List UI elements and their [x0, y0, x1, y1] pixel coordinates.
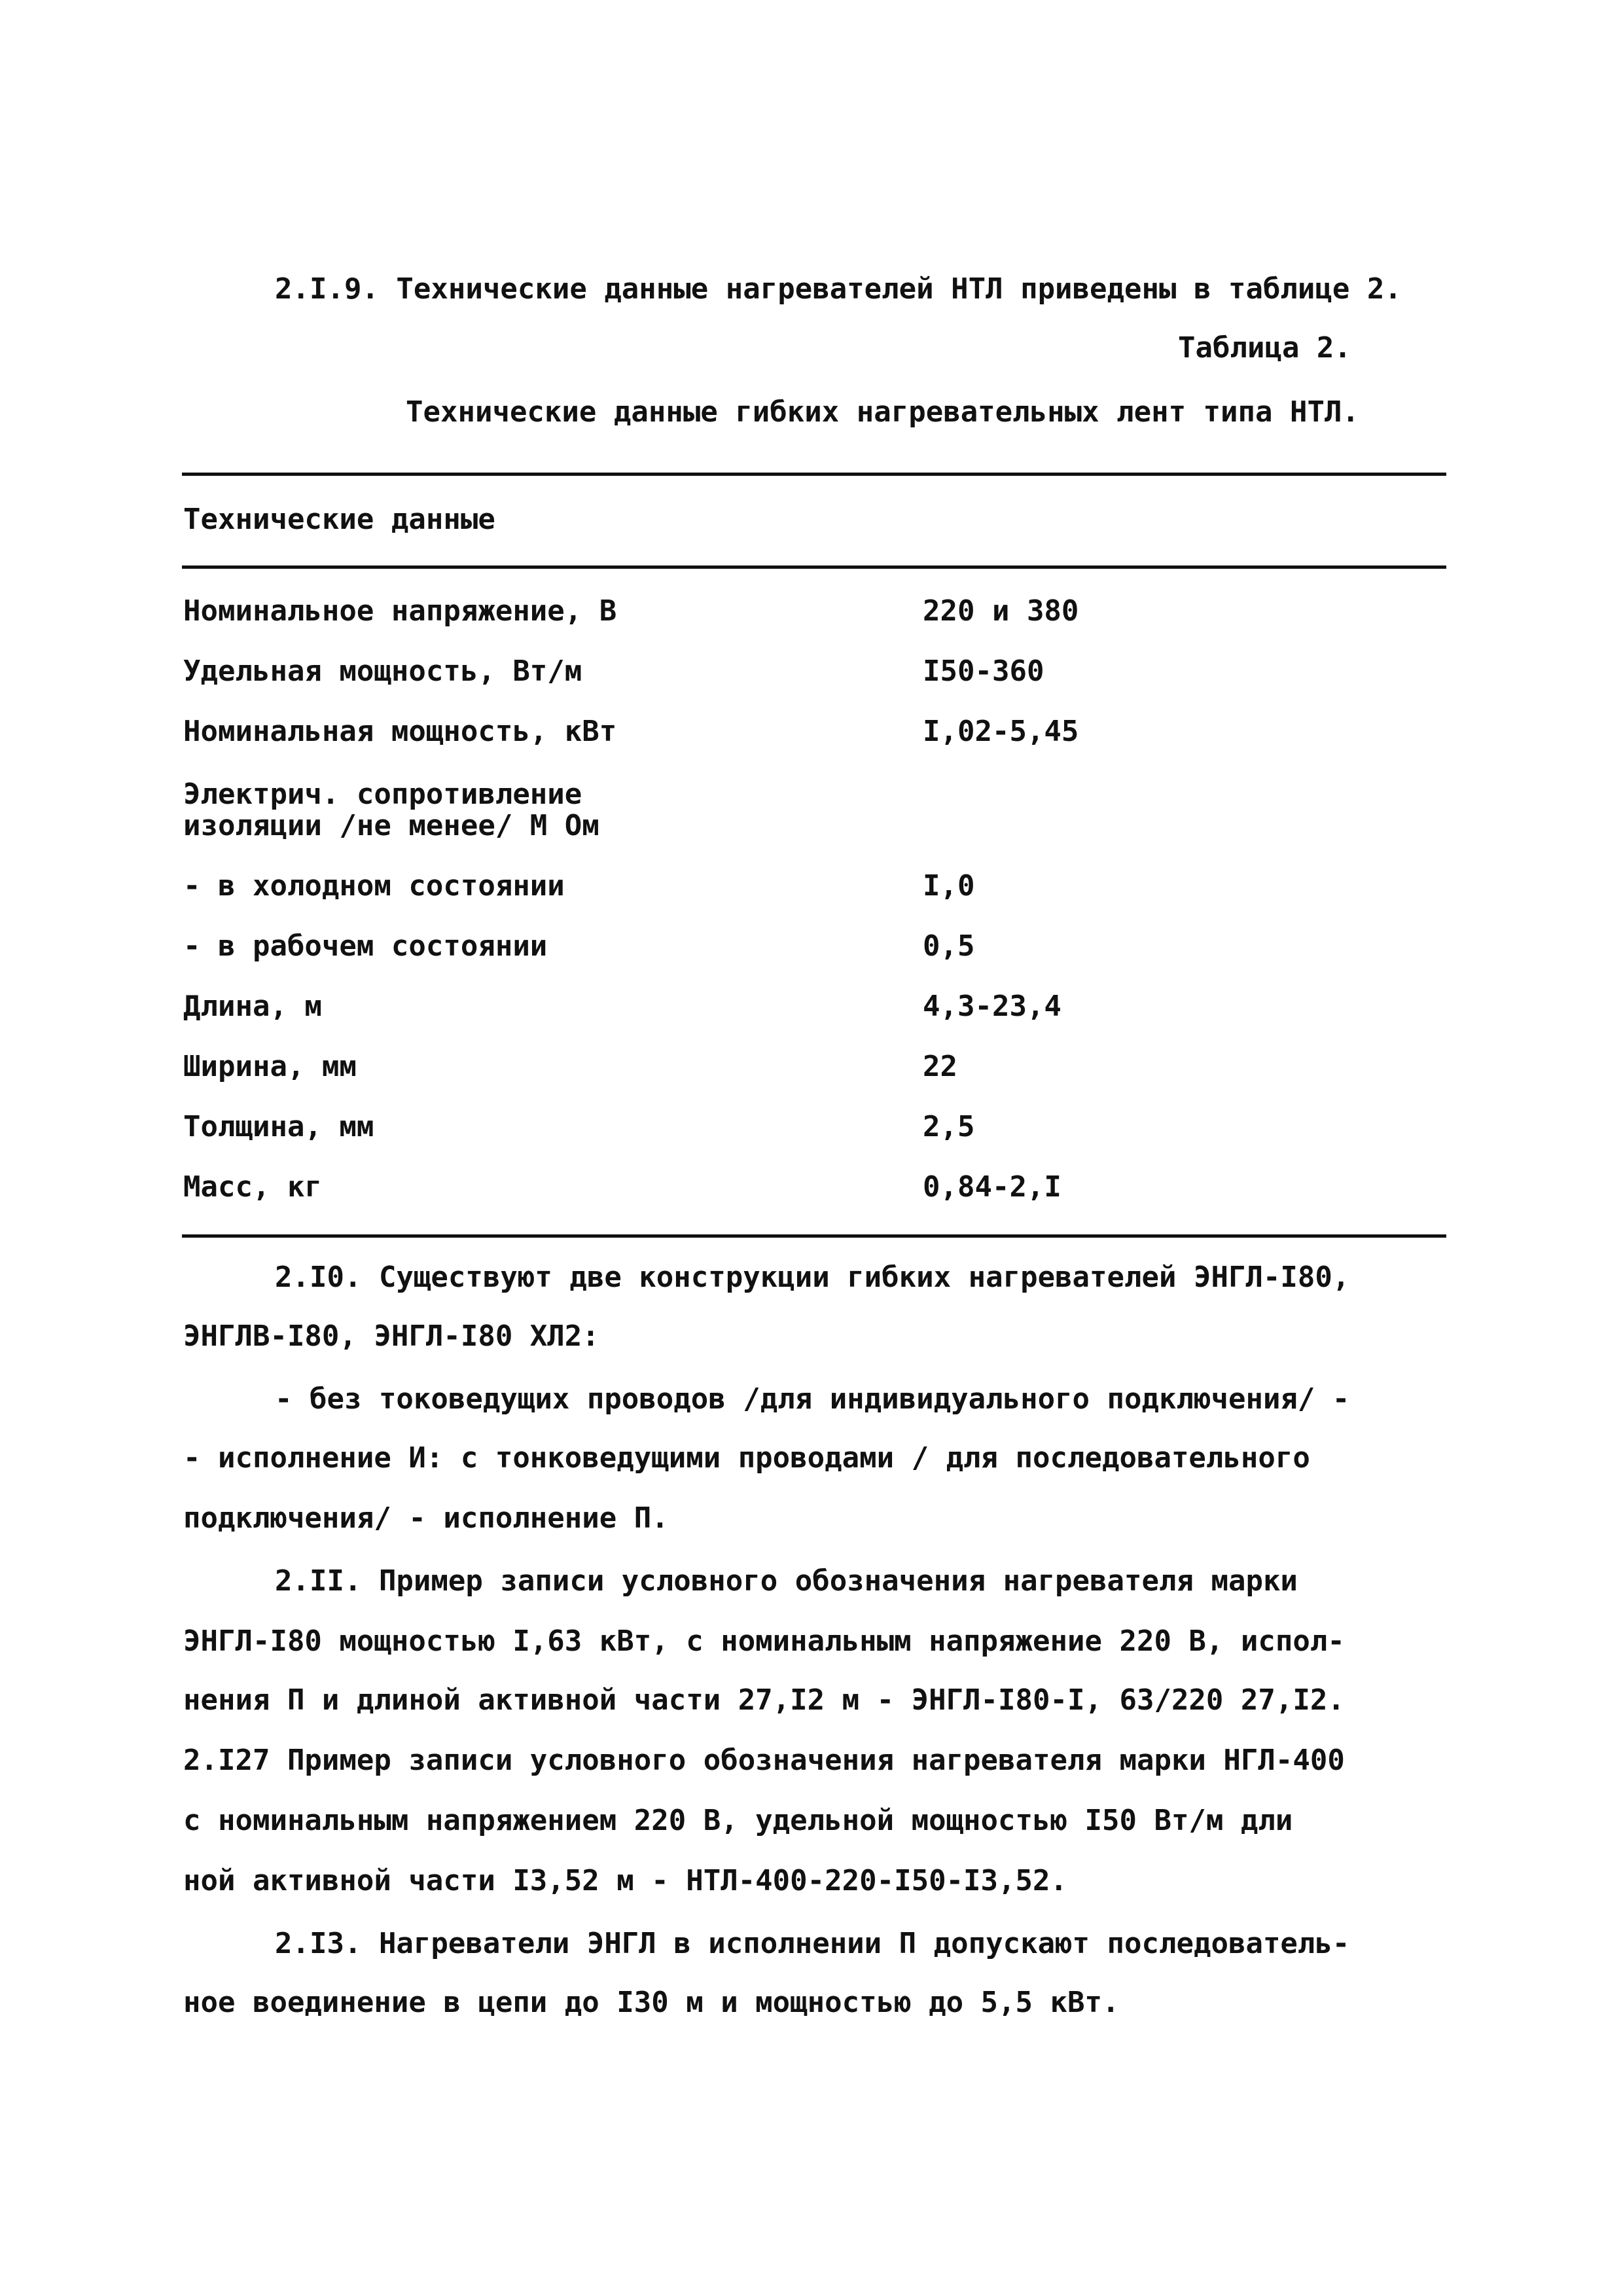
- paragraph-line: ЭНГЛ-I80 мощностью I,63 кВт, с номинальным напряжение 220 В, испол-: [183, 1624, 1345, 1658]
- table-row-label: Масс, кг: [183, 1170, 322, 1204]
- list-line: подключения/ - исполнение П.: [183, 1501, 669, 1535]
- table-bottom-rule: [182, 1234, 1446, 1238]
- table-row-label: Ширина, мм: [183, 1050, 357, 1083]
- paragraph-line: 2.II. Пример записи условного обозначения нагревателя марки: [275, 1564, 1298, 1598]
- paragraph-line: ной активной части I3,52 м - НТЛ-400-220-I50-I3,52.: [183, 1864, 1068, 1897]
- table-row-value: 0,5: [923, 929, 975, 963]
- table-row-value: I,02-5,45: [923, 715, 1079, 748]
- table-row-label: Удельная мощность, Вт/м: [183, 655, 582, 688]
- paragraph-line: с номинальным напряжением 220 В, удельной мощностью I50 Вт/м дли: [183, 1804, 1293, 1837]
- table-row-label: - в холодном состоянии: [183, 869, 565, 903]
- table-row-label: Толщина, мм: [183, 1110, 374, 1143]
- table-number: Таблица 2.: [1178, 331, 1351, 365]
- list-line: - без токоведущих проводов /для индивидуального подключения/ -: [275, 1382, 1350, 1416]
- table-row-label: Длина, м: [183, 990, 322, 1023]
- table-title: Технические данные гибких нагревательных лент типа НТЛ.: [406, 395, 1359, 429]
- table-row-value: 2,5: [923, 1110, 975, 1143]
- table-row-label: - в рабочем состоянии: [183, 929, 548, 963]
- paragraph-line: нения П и длиной активной части 27,I2 м - ЭНГЛ-I80-I, 63/220 27,I2.: [183, 1683, 1345, 1717]
- table-top-rule: [182, 473, 1446, 476]
- table-row-label: Электрич. сопротивление: [183, 778, 582, 811]
- paragraph-line: 2.I0. Существуют две конструкции гибких нагревателей ЭНГЛ-I80,: [275, 1261, 1350, 1294]
- table-row-value: I50-360: [923, 655, 1044, 688]
- table-row-value: 4,3-23,4: [923, 990, 1061, 1023]
- table-row-label: Номинальное напряжение, В: [183, 594, 617, 628]
- table-row-value: 0,84-2,I: [923, 1170, 1061, 1204]
- list-line: - исполнение И: с тонковедущими проводами / для последовательного: [183, 1441, 1310, 1475]
- table-row-value: I,0: [923, 869, 975, 903]
- table-header-rule: [182, 565, 1446, 569]
- table-header: Технические данные: [183, 503, 495, 536]
- paragraph-line: 2.I3. Нагреватели ЭНГЛ в исполнении П допускают последователь-: [275, 1927, 1350, 1960]
- intro-paragraph: 2.I.9. Технические данные нагревателей НТЛ приведены в таблице 2.: [275, 272, 1402, 306]
- paragraph-line: 2.I27 Пример записи условного обозначения нагревателя марки НГЛ-400: [183, 1744, 1345, 1777]
- paragraph-line: ное воединение в цепи до I30 м и мощностью до 5,5 кВт.: [183, 1986, 1120, 2019]
- table-row-label-cont: изоляции /не менее/ М Ом: [183, 809, 599, 842]
- paragraph-line: ЭНГЛВ-I80, ЭНГЛ-I80 ХЛ2:: [183, 1319, 599, 1353]
- table-row-label: Номинальная мощность, кВт: [183, 715, 617, 748]
- table-row-value: 220 и 380: [923, 594, 1079, 628]
- table-row-value: 22: [923, 1050, 957, 1083]
